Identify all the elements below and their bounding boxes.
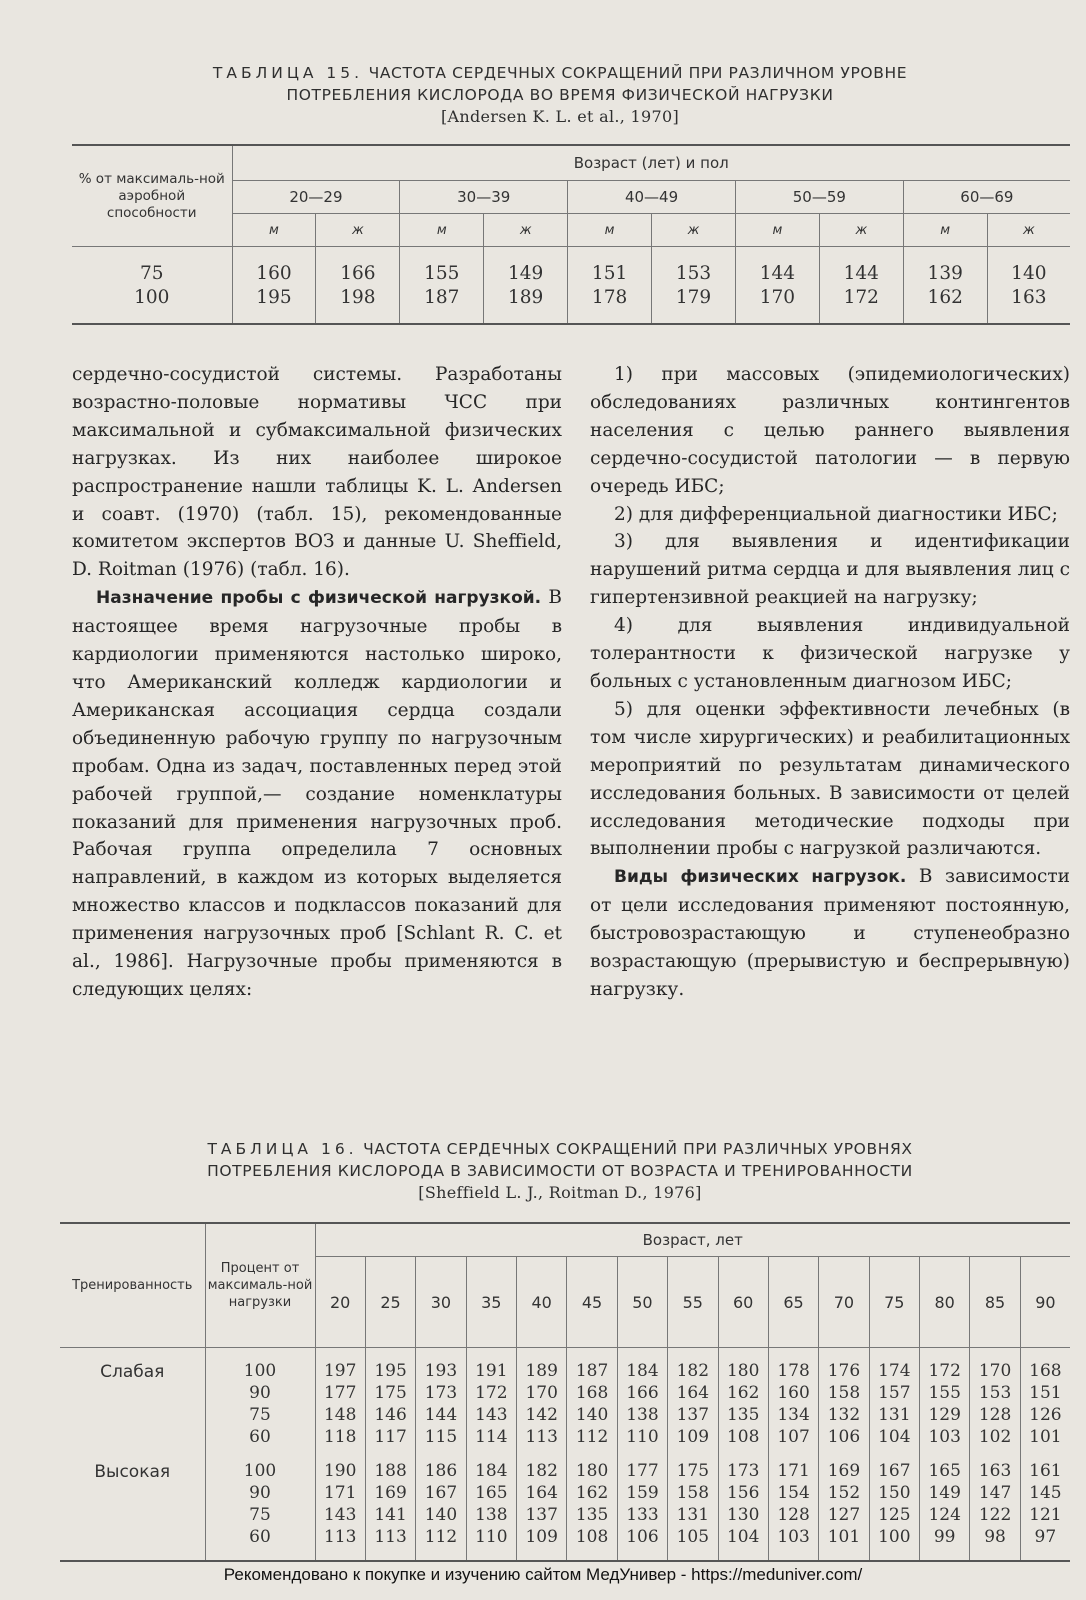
left-paragraph-2-heading: Назначение пробы с физической нагрузкой. — [96, 588, 542, 609]
table15-value-cell: 140 — [987, 261, 1070, 285]
table16-value-cell: 193 — [416, 1360, 466, 1382]
table15-value-cell: 179 — [652, 285, 736, 309]
left-paragraph-2 — [72, 584, 562, 1004]
table16-value-cell: 167 — [869, 1460, 919, 1482]
table16-group-label: Слабая — [100, 1362, 165, 1382]
table16-value-cell: 156 — [718, 1482, 768, 1504]
table15-sex-cell: м — [903, 214, 987, 247]
table16-age-cell: 70 — [819, 1257, 869, 1348]
table16-value-cell: 173 — [416, 1382, 466, 1404]
table15-value-cell: 170 — [735, 285, 819, 309]
table15-value-cell: 144 — [819, 261, 903, 285]
table15-value-cell: 189 — [484, 285, 568, 309]
left-paragraph-2-text: В настоящее время нагрузочные пробы в кардиологии применяются настолько широко, что Американский колледж кардиологии и Американская ассоциация сердца создали объединенную рабочую группу по нагрузочным пробам. Одна из задач, поставленных перед этой рабочей группой,— создание номенклатуры показаний для применения нагрузочных проб. Рабочая группа определила 7 основных направлений, в каждом из которых выделяется множество классов и подклассов показаний для применения нагрузочных проб [Schlant R. C. et al., 1986]. Нагрузочные пробы применяются в следующих целях: — [72, 587, 562, 1000]
table16-value-cell: 161 — [1020, 1460, 1070, 1482]
table16-value-cell: 145 — [1020, 1482, 1070, 1504]
table16-value-cell: 101 — [1020, 1426, 1070, 1448]
table16-value-cell: 113 — [365, 1526, 415, 1548]
table15-value-cell: 144 — [735, 261, 819, 285]
table16-value-cell: 127 — [819, 1504, 869, 1526]
table16-value-cell: 177 — [315, 1382, 365, 1404]
table16-value-cell: 112 — [567, 1426, 617, 1448]
table16-value-cell: 138 — [466, 1504, 516, 1526]
table15-sex-cell: м — [400, 214, 484, 247]
table16-value-cell: 162 — [567, 1482, 617, 1504]
table15-sex-cell: м — [735, 214, 819, 247]
table15-sex-cell: м — [232, 214, 316, 247]
table15-age-group: 40—49 — [568, 181, 736, 214]
list-item-2: 2) для дифференциальной диагностики ИБС; — [614, 503, 1058, 525]
table16-value-cell: 191 — [466, 1360, 516, 1382]
table15-row — [72, 261, 1070, 285]
list-item-1: 1) при массовых (эпидемиологических) обследованиях различных контингентов населения с целью раннего выявления сердечно-сосудистой патологии — в первую очередь ИБС; — [590, 364, 1070, 497]
table16-value-cell: 174 — [869, 1360, 919, 1382]
table15-value-cell: 172 — [819, 285, 903, 309]
table16-spacer-row — [60, 1548, 1070, 1561]
table16-value-cell: 130 — [718, 1504, 768, 1526]
table16-value-cell: 113 — [517, 1426, 567, 1448]
table16-value-cell: 106 — [617, 1526, 667, 1548]
table16-value-cell: 164 — [517, 1482, 567, 1504]
table15-sex-cell: ж — [484, 214, 568, 247]
table16-value-cell: 147 — [970, 1482, 1020, 1504]
table15-value-cell: 198 — [316, 285, 400, 309]
table16-value-cell: 104 — [718, 1526, 768, 1548]
table16-value-cell: 121 — [1020, 1504, 1070, 1526]
table16-caption — [90, 1138, 1030, 1204]
table15-age-group: 50—59 — [735, 181, 903, 214]
table15-value-cell: 149 — [484, 261, 568, 285]
table16-value-cell: 131 — [668, 1504, 718, 1526]
table16-value-cell: 152 — [819, 1482, 869, 1504]
table16-value-cell: 112 — [416, 1526, 466, 1548]
table16-value-cell: 103 — [768, 1526, 818, 1548]
table16-caption-label: ТАБЛИЦА 16. — [207, 1140, 358, 1158]
table15-value-cell: 195 — [232, 285, 316, 309]
table16-row — [60, 1482, 1070, 1504]
table16-value-cell: 106 — [819, 1426, 869, 1448]
right-text-column — [590, 361, 1070, 1004]
list-item-3: 3) для выявления и идентификации нарушений ритма сердца и для выявления лиц с гипертензивной реакцией на нагрузку; — [590, 531, 1070, 609]
table16-value-cell: 177 — [617, 1460, 667, 1482]
table15-sex-cell: ж — [316, 214, 400, 247]
table16-value-cell: 166 — [617, 1382, 667, 1404]
table16-value-cell: 137 — [517, 1504, 567, 1526]
table16-value-cell: 164 — [668, 1382, 718, 1404]
table16-value-cell: 159 — [617, 1482, 667, 1504]
table16-age-cell: 60 — [718, 1257, 768, 1348]
table16-body — [60, 1348, 1070, 1562]
table16-age-cell: 45 — [567, 1257, 617, 1348]
table16-value-cell: 124 — [920, 1504, 970, 1526]
table15-stub-header: % от максималь-ной аэробной способности — [72, 145, 232, 247]
table16-value-cell: 173 — [718, 1460, 768, 1482]
table16-value-cell: 132 — [819, 1404, 869, 1426]
table16-value-cell: 140 — [567, 1404, 617, 1426]
table16-value-cell: 184 — [466, 1460, 516, 1482]
table15-pct-cell: 100 — [134, 286, 170, 308]
list-item-4: 4) для выявления индивидуальной толерантности к физической нагрузке у больных с установленным диагнозом ИБС; — [590, 615, 1070, 692]
table15-pct-cell: 75 — [139, 262, 164, 284]
table16-pct-cell: 60 — [205, 1426, 315, 1448]
table16-value-cell: 155 — [920, 1382, 970, 1404]
table16-caption-line2: ПОТРЕБЛЕНИЯ КИСЛОРОДА В ЗАВИСИМОСТИ ОТ ВОЗРАСТА И ТРЕНИРОВАННОСТИ — [207, 1162, 913, 1180]
table16-group-label: Высокая — [94, 1462, 171, 1482]
table16-value-cell: 138 — [617, 1404, 667, 1426]
table16-value-cell: 98 — [970, 1526, 1020, 1548]
table16-group-header: Возраст, лет — [315, 1223, 1070, 1257]
table16-value-cell: 113 — [315, 1526, 365, 1548]
table16-row — [60, 1526, 1070, 1548]
table16-row — [60, 1460, 1070, 1482]
table16-value-cell: 144 — [416, 1404, 466, 1426]
table15-age-group: 30—39 — [400, 181, 568, 214]
table16-value-cell: 103 — [920, 1426, 970, 1448]
table16-spacer-row — [60, 1348, 1070, 1361]
table16-value-cell: 142 — [517, 1404, 567, 1426]
right-paragraph-heading: Виды физических нагрузок. — [614, 867, 907, 888]
table16-value-cell: 195 — [365, 1360, 415, 1382]
table16-value-cell: 135 — [718, 1404, 768, 1426]
table16-value-cell: 109 — [517, 1526, 567, 1548]
table15-group-header: Возраст (лет) и пол — [232, 145, 1070, 181]
table16-value-cell: 115 — [416, 1426, 466, 1448]
table15-value-cell: 151 — [568, 261, 652, 285]
table15-value-cell: 160 — [232, 261, 316, 285]
table16-pct-cell: 75 — [205, 1504, 315, 1526]
footer-note: Рекомендовано к покупке и изучению сайтом МедУнивер - https://meduniver.com/ — [223, 1565, 863, 1584]
table16-value-cell: 163 — [970, 1460, 1020, 1482]
table16-value-cell: 149 — [920, 1482, 970, 1504]
table15-row — [72, 285, 1070, 309]
table16-value-cell: 189 — [517, 1360, 567, 1382]
table16-value-cell: 101 — [819, 1526, 869, 1548]
table16-value-cell: 172 — [466, 1382, 516, 1404]
table16-value-cell: 110 — [617, 1426, 667, 1448]
table16-value-cell: 140 — [416, 1504, 466, 1526]
table16-row — [60, 1360, 1070, 1382]
table16-value-cell: 184 — [617, 1360, 667, 1382]
table16-value-cell: 171 — [315, 1482, 365, 1504]
table16-value-cell: 182 — [668, 1360, 718, 1382]
table15-value-cell: 187 — [400, 285, 484, 309]
table16-value-cell: 170 — [970, 1360, 1020, 1382]
table15-caption-line1: ЧАСТОТА СЕРДЕЧНЫХ СОКРАЩЕНИЙ ПРИ РАЗЛИЧНОМ УРОВНЕ — [368, 64, 908, 82]
table16-value-cell: 122 — [970, 1504, 1020, 1526]
table15-value-cell: 153 — [652, 261, 736, 285]
table16-pct-cell: 100 — [205, 1360, 315, 1382]
table16-spacer-row — [60, 1448, 1070, 1460]
table16-pct-cell: 75 — [205, 1404, 315, 1426]
table16-value-cell: 160 — [768, 1382, 818, 1404]
table16-value-cell: 168 — [1020, 1360, 1070, 1382]
table16-age-cell: 85 — [970, 1257, 1020, 1348]
table16-value-cell: 154 — [768, 1482, 818, 1504]
table16-row — [60, 1504, 1070, 1526]
table16-value-cell: 99 — [920, 1526, 970, 1548]
table16-value-cell: 141 — [365, 1504, 415, 1526]
table16-age-cell: 75 — [869, 1257, 919, 1348]
table16-row — [60, 1382, 1070, 1404]
table16-age-cell: 40 — [517, 1257, 567, 1348]
table15-sex-cell: ж — [819, 214, 903, 247]
table15-value-cell: 162 — [903, 285, 987, 309]
table16-age-cell: 25 — [365, 1257, 415, 1348]
table16-value-cell: 108 — [567, 1526, 617, 1548]
table16-value-cell: 135 — [567, 1504, 617, 1526]
table15-sex-cell: ж — [652, 214, 736, 247]
table16-value-cell: 171 — [768, 1460, 818, 1482]
table16-value-cell: 137 — [668, 1404, 718, 1426]
table15 — [72, 144, 1070, 325]
table15-caption — [100, 62, 1020, 128]
table16-value-cell: 131 — [869, 1404, 919, 1426]
table16-value-cell: 146 — [365, 1404, 415, 1426]
table16-caption-line1: ЧАСТОТА СЕРДЕЧНЫХ СОКРАЩЕНИЙ ПРИ РАЗЛИЧНЫХ УРОВНЯХ — [363, 1140, 913, 1158]
table16-age-cell: 65 — [768, 1257, 818, 1348]
table16-value-cell: 170 — [517, 1382, 567, 1404]
table16-value-cell: 168 — [567, 1382, 617, 1404]
table16-age-cell: 20 — [315, 1257, 365, 1348]
table15-source: [Andersen K. L. et al., 1970] — [440, 107, 679, 126]
table16-pct-cell: 90 — [205, 1382, 315, 1404]
table16-value-cell: 104 — [869, 1426, 919, 1448]
table16-value-cell: 108 — [718, 1426, 768, 1448]
table16-age-cell: 55 — [668, 1257, 718, 1348]
table16-value-cell: 151 — [1020, 1382, 1070, 1404]
table16-value-cell: 125 — [869, 1504, 919, 1526]
table15-value-cell: 178 — [568, 285, 652, 309]
table16-value-cell: 162 — [718, 1382, 768, 1404]
table16-value-cell: 107 — [768, 1426, 818, 1448]
table16-value-cell: 172 — [920, 1360, 970, 1382]
table16-value-cell: 176 — [819, 1360, 869, 1382]
table16-col2-header: Процент от максималь-ной нагрузки — [205, 1223, 315, 1348]
table16-pct-cell: 100 — [205, 1460, 315, 1482]
table16-value-cell: 165 — [920, 1460, 970, 1482]
table16-value-cell: 158 — [819, 1382, 869, 1404]
table16-age-cell: 50 — [617, 1257, 667, 1348]
right-paragraph — [590, 863, 1070, 1004]
table16-value-cell: 102 — [970, 1426, 1020, 1448]
table16-col1-header: Тренированность — [60, 1223, 205, 1348]
left-text-column — [72, 361, 562, 1004]
table16-value-cell: 188 — [365, 1460, 415, 1482]
table16-value-cell: 143 — [315, 1504, 365, 1526]
table16-value-cell: 197 — [315, 1360, 365, 1382]
table16-value-cell: 190 — [315, 1460, 365, 1482]
table16-value-cell: 158 — [668, 1482, 718, 1504]
table16-value-cell: 126 — [1020, 1404, 1070, 1426]
table15-sex-cell: м — [568, 214, 652, 247]
table16-value-cell: 178 — [768, 1360, 818, 1382]
table16-value-cell: 100 — [869, 1526, 919, 1548]
table16-value-cell: 143 — [466, 1404, 516, 1426]
table16-source: [Sheffield L. J., Roitman D., 1976] — [418, 1183, 702, 1202]
table16-age-cell: 80 — [920, 1257, 970, 1348]
table16-value-cell: 186 — [416, 1460, 466, 1482]
table16-value-cell: 175 — [365, 1382, 415, 1404]
table16-value-cell: 128 — [970, 1404, 1020, 1426]
table16-value-cell: 180 — [718, 1360, 768, 1382]
table16-value-cell: 110 — [466, 1526, 516, 1548]
table16-value-cell: 133 — [617, 1504, 667, 1526]
table16-age-cell: 90 — [1020, 1257, 1070, 1348]
table16-value-cell: 118 — [315, 1426, 365, 1448]
table16-value-cell: 169 — [819, 1460, 869, 1482]
table16-value-cell: 180 — [567, 1460, 617, 1482]
table16-value-cell: 105 — [668, 1526, 718, 1548]
table16-value-cell: 167 — [416, 1482, 466, 1504]
table16-value-cell: 97 — [1020, 1526, 1070, 1548]
table16 — [60, 1222, 1070, 1562]
table16-value-cell: 114 — [466, 1426, 516, 1448]
table15-caption-line2: ПОТРЕБЛЕНИЯ КИСЛОРОДА ВО ВРЕМЯ ФИЗИЧЕСКОЙ НАГРУЗКИ — [286, 86, 834, 104]
table15-caption-label: ТАБЛИЦА 15. — [212, 64, 364, 82]
table16-value-cell: 165 — [466, 1482, 516, 1504]
table16-age-cell: 35 — [466, 1257, 516, 1348]
table15-value-cell: 163 — [987, 285, 1070, 309]
table15-value-cell: 155 — [400, 261, 484, 285]
right-paragraph-text: В зависимости от цели исследования применяют постоянную, быстровозрастающую и ступенеобразно возрастающую (прерывистую и беспрерывную) нагрузку. — [590, 866, 1070, 1000]
table15-age-group: 20—29 — [232, 181, 400, 214]
table16-value-cell: 175 — [668, 1460, 718, 1482]
table16-pct-cell: 60 — [205, 1526, 315, 1548]
table16-value-cell: 117 — [365, 1426, 415, 1448]
list-item-5: 5) для оценки эффективности лечебных (в том числе хирургических) и реабилитационных мероприятий по результатам динамического исследования больных. В зависимости от целей исследования методические подходы при выполнении пробы с нагрузкой различаются. — [590, 698, 1070, 860]
table16-value-cell: 129 — [920, 1404, 970, 1426]
table16-value-cell: 150 — [869, 1482, 919, 1504]
table15-age-group: 60—69 — [903, 181, 1070, 214]
table16-value-cell: 182 — [517, 1460, 567, 1482]
table16-row — [60, 1426, 1070, 1448]
table16-row — [60, 1404, 1070, 1426]
table16-value-cell: 128 — [768, 1504, 818, 1526]
left-paragraph-1: сердечно-сосудистой системы. Разработаны возрастно-половые нормативы ЧСС при максимальной и субмаксимальной физических нагрузках. Из них наиболее широкое распространение нашли таблицы K. L. Andersen и соавт. (1970) (табл. 15), рекомендованные комитетом экспертов ВОЗ и данные U. Sheffield, D. Roitman (1976) (табл. 16). — [72, 364, 562, 581]
table16-pct-cell: 90 — [205, 1482, 315, 1504]
table16-value-cell: 153 — [970, 1382, 1020, 1404]
table16-value-cell: 148 — [315, 1404, 365, 1426]
table15-sex-cell: ж — [987, 214, 1070, 247]
table15-value-cell: 139 — [903, 261, 987, 285]
table16-value-cell: 134 — [768, 1404, 818, 1426]
table16-age-cell: 30 — [416, 1257, 466, 1348]
table16-value-cell: 187 — [567, 1360, 617, 1382]
table16-value-cell: 157 — [869, 1382, 919, 1404]
table16-value-cell: 109 — [668, 1426, 718, 1448]
table16-value-cell: 169 — [365, 1482, 415, 1504]
table15-value-cell: 166 — [316, 261, 400, 285]
table15-body — [72, 261, 1070, 309]
